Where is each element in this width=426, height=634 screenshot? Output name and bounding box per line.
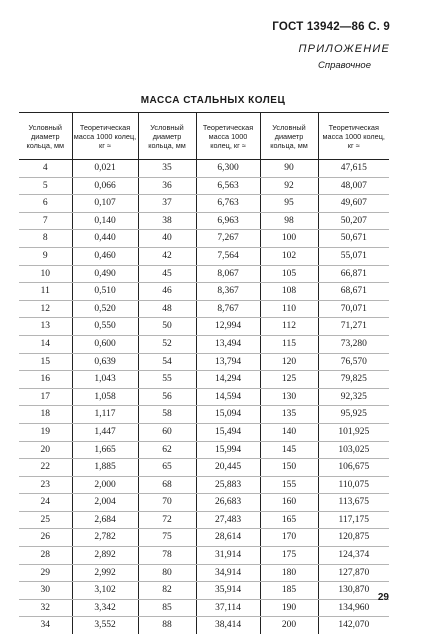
cell-diameter: 22 [19,459,72,477]
cell-diameter: 38 [138,212,196,230]
cell-diameter: 70 [138,494,196,512]
cell-mass: 13,794 [196,353,260,371]
cell-diameter: 54 [138,353,196,371]
cell-mass: 13,494 [196,335,260,353]
cell-mass: 28,614 [196,529,260,547]
table-row [19,459,389,477]
cell-mass: 8,367 [196,283,260,301]
table-row [19,564,389,582]
cell-mass: 15,094 [196,406,260,424]
cell-diameter: 56 [138,388,196,406]
cell-diameter: 65 [138,459,196,477]
cell-mass: 2,992 [72,564,138,582]
cell-diameter: 60 [138,423,196,441]
table-row [19,599,389,617]
cell-mass: 95,925 [318,406,389,424]
cell-mass: 76,570 [318,353,389,371]
cell-diameter: 68 [138,476,196,494]
table-row [19,318,389,336]
cell-mass: 7,564 [196,247,260,265]
cell-mass: 2,000 [72,476,138,494]
cell-mass: 6,763 [196,195,260,213]
cell-diameter: 45 [138,265,196,283]
cell-mass: 34,914 [196,564,260,582]
cell-mass: 70,071 [318,300,389,318]
table-row [19,617,389,634]
cell-diameter: 6 [19,195,72,213]
cell-diameter: 140 [260,423,318,441]
table-row [19,160,389,178]
table-row [19,353,389,371]
table-row [19,283,389,301]
cell-mass: 0,460 [72,247,138,265]
cell-diameter: 17 [19,388,72,406]
cell-diameter: 110 [260,300,318,318]
cell-mass: 15,494 [196,423,260,441]
cell-mass: 66,871 [318,265,389,283]
cell-mass: 120,875 [318,529,389,547]
cell-mass: 113,675 [318,494,389,512]
table-row [19,371,389,389]
cell-mass: 1,885 [72,459,138,477]
cell-mass: 79,825 [318,371,389,389]
table-row [19,247,389,265]
cell-mass: 1,665 [72,441,138,459]
cell-diameter: 4 [19,160,72,178]
cell-diameter: 52 [138,335,196,353]
cell-diameter: 14 [19,335,72,353]
cell-mass: 0,140 [72,212,138,230]
table-header-row [19,113,389,160]
cell-mass: 2,684 [72,511,138,529]
cell-mass: 38,414 [196,617,260,634]
cell-diameter: 155 [260,476,318,494]
cell-diameter: 95 [260,195,318,213]
cell-mass: 73,280 [318,335,389,353]
cell-mass: 2,782 [72,529,138,547]
cell-mass: 12,994 [196,318,260,336]
cell-diameter: 40 [138,230,196,248]
cell-diameter: 26 [19,529,72,547]
table-row [19,230,389,248]
cell-mass: 26,683 [196,494,260,512]
table-row [19,300,389,318]
cell-mass: 1,117 [72,406,138,424]
cell-diameter: 85 [138,599,196,617]
cell-diameter: 150 [260,459,318,477]
cell-mass: 14,294 [196,371,260,389]
cell-diameter: 46 [138,283,196,301]
cell-diameter: 48 [138,300,196,318]
cell-diameter: 200 [260,617,318,634]
cell-diameter: 25 [19,511,72,529]
cell-diameter: 160 [260,494,318,512]
cell-mass: 48,007 [318,177,389,195]
table-row [19,529,389,547]
cell-diameter: 15 [19,353,72,371]
page-number: 29 [378,592,389,603]
table-row [19,547,389,565]
cell-diameter: 175 [260,547,318,565]
cell-diameter: 16 [19,371,72,389]
table-title: МАССА СТАЛЬНЫХ КОЛЕЦ [0,95,426,106]
cell-mass: 0,550 [72,318,138,336]
cell-diameter: 115 [260,335,318,353]
cell-mass: 25,883 [196,476,260,494]
cell-diameter: 190 [260,599,318,617]
table-row [19,406,389,424]
cell-diameter: 108 [260,283,318,301]
cell-mass: 0,440 [72,230,138,248]
cell-mass: 14,594 [196,388,260,406]
cell-mass: 68,671 [318,283,389,301]
cell-mass: 3,102 [72,582,138,600]
cell-mass: 110,075 [318,476,389,494]
cell-diameter: 88 [138,617,196,634]
cell-diameter: 180 [260,564,318,582]
cell-diameter: 9 [19,247,72,265]
appendix-subtitle: Справочное [318,60,371,71]
cell-mass: 47,615 [318,160,389,178]
cell-mass: 0,639 [72,353,138,371]
cell-diameter: 105 [260,265,318,283]
table-row [19,441,389,459]
cell-diameter: 35 [138,160,196,178]
cell-diameter: 24 [19,494,72,512]
cell-mass: 3,342 [72,599,138,617]
cell-diameter: 100 [260,230,318,248]
cell-mass: 0,510 [72,283,138,301]
cell-diameter: 34 [19,617,72,634]
cell-diameter: 20 [19,441,72,459]
cell-diameter: 7 [19,212,72,230]
cell-mass: 0,490 [72,265,138,283]
header-mass-3: Теоретическая масса 1000 колец, кг ≈ [318,113,389,160]
header-mass-1: Теоретическая масса 1000 колец, кг ≈ [72,113,138,160]
table-row [19,265,389,283]
cell-diameter: 185 [260,582,318,600]
header-diameter-1: Условный диаметр кольца, мм [19,113,72,160]
cell-mass: 0,520 [72,300,138,318]
cell-diameter: 58 [138,406,196,424]
cell-diameter: 130 [260,388,318,406]
cell-mass: 0,107 [72,195,138,213]
cell-mass: 37,114 [196,599,260,617]
cell-mass: 50,207 [318,212,389,230]
cell-mass: 1,043 [72,371,138,389]
cell-mass: 2,892 [72,547,138,565]
cell-diameter: 145 [260,441,318,459]
cell-diameter: 8 [19,230,72,248]
cell-diameter: 72 [138,511,196,529]
header-diameter-3: Условный диаметр кольца, мм [260,113,318,160]
cell-diameter: 5 [19,177,72,195]
cell-diameter: 120 [260,353,318,371]
cell-mass: 130,870 [318,582,389,600]
cell-mass: 50,671 [318,230,389,248]
cell-diameter: 30 [19,582,72,600]
ring-mass-table [19,112,389,634]
cell-diameter: 125 [260,371,318,389]
cell-diameter: 98 [260,212,318,230]
table-row [19,511,389,529]
cell-mass: 8,067 [196,265,260,283]
cell-mass: 127,870 [318,564,389,582]
cell-mass: 31,914 [196,547,260,565]
table-row [19,582,389,600]
appendix-label: ПРИЛОЖЕНИЕ [299,43,390,55]
cell-mass: 7,267 [196,230,260,248]
cell-diameter: 23 [19,476,72,494]
cell-diameter: 19 [19,423,72,441]
cell-mass: 6,563 [196,177,260,195]
cell-diameter: 50 [138,318,196,336]
cell-mass: 134,960 [318,599,389,617]
cell-diameter: 12 [19,300,72,318]
cell-mass: 0,021 [72,160,138,178]
cell-diameter: 32 [19,599,72,617]
cell-diameter: 37 [138,195,196,213]
table-row [19,335,389,353]
document-header-code: ГОСТ 13942—86 С. 9 [272,21,390,33]
cell-mass: 55,071 [318,247,389,265]
cell-mass: 0,600 [72,335,138,353]
cell-diameter: 82 [138,582,196,600]
cell-diameter: 28 [19,547,72,565]
cell-diameter: 78 [138,547,196,565]
cell-mass: 49,607 [318,195,389,213]
cell-mass: 3,552 [72,617,138,634]
table-row [19,423,389,441]
cell-diameter: 62 [138,441,196,459]
table-row [19,494,389,512]
table-row [19,388,389,406]
cell-mass: 1,058 [72,388,138,406]
table-row [19,476,389,494]
header-diameter-2: Условный диаметр кольца, мм [138,113,196,160]
cell-diameter: 11 [19,283,72,301]
cell-diameter: 102 [260,247,318,265]
cell-diameter: 55 [138,371,196,389]
cell-diameter: 10 [19,265,72,283]
table-row [19,212,389,230]
cell-mass: 124,374 [318,547,389,565]
header-mass-2: Теоретическая масса 1000 колец, кг ≈ [196,113,260,160]
cell-mass: 15,994 [196,441,260,459]
cell-mass: 117,175 [318,511,389,529]
cell-diameter: 90 [260,160,318,178]
table-body [19,160,389,634]
cell-mass: 8,767 [196,300,260,318]
table-row [19,195,389,213]
cell-diameter: 92 [260,177,318,195]
cell-mass: 142,070 [318,617,389,634]
cell-mass: 2,004 [72,494,138,512]
table-row [19,177,389,195]
cell-mass: 20,445 [196,459,260,477]
cell-mass: 92,325 [318,388,389,406]
cell-diameter: 80 [138,564,196,582]
cell-mass: 71,271 [318,318,389,336]
cell-diameter: 75 [138,529,196,547]
cell-diameter: 13 [19,318,72,336]
cell-diameter: 135 [260,406,318,424]
cell-mass: 106,675 [318,459,389,477]
cell-mass: 27,483 [196,511,260,529]
cell-diameter: 170 [260,529,318,547]
cell-mass: 6,300 [196,160,260,178]
cell-mass: 0,066 [72,177,138,195]
cell-diameter: 29 [19,564,72,582]
cell-mass: 103,025 [318,441,389,459]
cell-mass: 101,925 [318,423,389,441]
cell-mass: 6,963 [196,212,260,230]
cell-mass: 35,914 [196,582,260,600]
cell-diameter: 165 [260,511,318,529]
cell-diameter: 42 [138,247,196,265]
cell-mass: 1,447 [72,423,138,441]
cell-diameter: 112 [260,318,318,336]
cell-diameter: 36 [138,177,196,195]
cell-diameter: 18 [19,406,72,424]
